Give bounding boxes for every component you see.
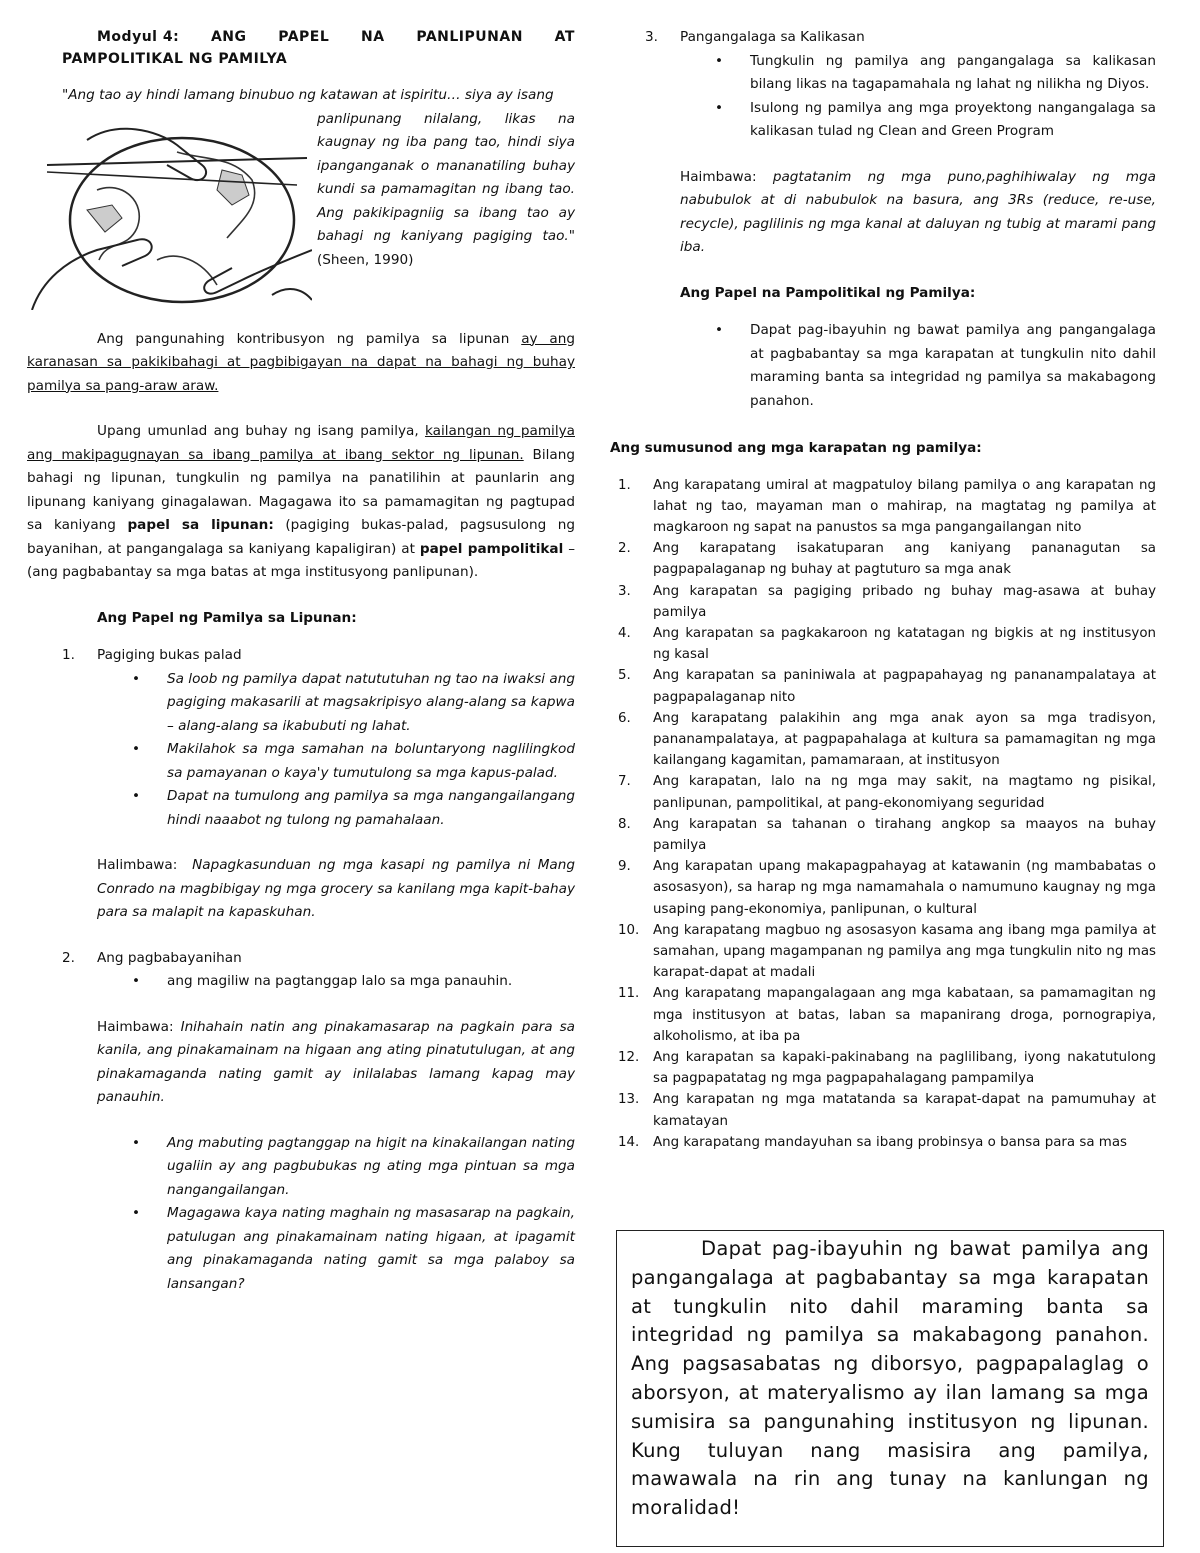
bullet-text: Ang mabuting pagtanggap na higit na kinakailangan nating ugaliin ay ang pagbubukas ng ating mga pintuan sa mga nangangailangan. bbox=[167, 1134, 575, 1198]
item-text: Ang karapatang mandayuhan sa ibang probinsya o bansa para sa mas bbox=[653, 1134, 1128, 1150]
list-item bbox=[610, 856, 1156, 920]
item-number: 10. bbox=[618, 922, 640, 938]
pagbabayanihan-bullets bbox=[97, 970, 575, 994]
item-text: Ang karapatan ng mga matatanda sa karapat-dapat na pamumuhay at kamatayan bbox=[653, 1092, 1156, 1129]
example-text: Napagkasunduan ng mga kasapi ng pamilya ni Mang Conrado na magbibigay ng mga grocery sa kanilang mga kapit-bahay para sa malapit na kapaskuhan. bbox=[97, 857, 575, 920]
list-item bbox=[610, 983, 1156, 1047]
title-word: PAPEL bbox=[278, 29, 330, 45]
item-number: 3. bbox=[618, 583, 631, 599]
item-text: Ang karapatang magbuo ng asosasyon kasama ang ibang mga pamilya at samahan, upang magampanan ng pamilya ang mga tungkulin nito ng mas karapat-dapat at madali bbox=[653, 922, 1156, 981]
left-column bbox=[27, 26, 575, 1296]
example-text: pagtatanim ng mga puno,paghihiwalay ng mga nabubulok at di nabubulok na basura, ang 3Rs (reduce, re-use, recycle), paglilinis ng mga kanal at daluyan ng tubig at marami pang iba. bbox=[680, 168, 1156, 255]
list-item bbox=[610, 1089, 1156, 1131]
bullet-icon: • bbox=[132, 1205, 141, 1221]
heading-karapatan: Ang sumusunod ang mga karapatan ng pamilya: bbox=[610, 440, 982, 456]
item-number: 13. bbox=[618, 1092, 640, 1108]
item-number: 1. bbox=[618, 477, 631, 493]
list-item-kalikasan bbox=[610, 26, 1156, 50]
list-item bbox=[610, 1132, 1156, 1153]
list-item bbox=[97, 785, 575, 832]
bullet-text: Isulong ng pamilya ang mga proyektong nangangalaga sa kalikasan tulad ng Clean and Green Program bbox=[750, 99, 1156, 139]
paragraph-contribution bbox=[27, 328, 575, 399]
title-line-1 bbox=[27, 26, 575, 48]
quote-text bbox=[312, 108, 575, 310]
list-item bbox=[97, 970, 575, 994]
kalikasan-bullets bbox=[680, 50, 1156, 144]
list-item bbox=[97, 738, 575, 785]
list-item bbox=[97, 1202, 575, 1296]
item-number: 5. bbox=[618, 668, 631, 684]
item-number: 9. bbox=[618, 859, 631, 875]
example-label: Halimbawa: bbox=[97, 857, 178, 873]
item-number: 2. bbox=[618, 541, 631, 557]
quote-citation: (Sheen, 1990) bbox=[317, 251, 414, 268]
list-item bbox=[610, 1047, 1156, 1089]
opening-quote bbox=[27, 84, 575, 310]
bullet-text: Dapat pag-ibayuhin ng bawat pamilya ang pangangalaga at pagbabantay sa mga karapatan at tungkulin nito dahil maraming banta sa integridad ng pamilya sa makabagong panahon. bbox=[750, 322, 1156, 409]
item-number: 3. bbox=[645, 29, 658, 45]
paragraph-text: Upang umunlad ang buhay ng isang pamilya, bbox=[97, 423, 425, 439]
title-word: NA bbox=[361, 29, 385, 45]
bullet-icon: • bbox=[132, 788, 141, 804]
heading-papel-pampolitikal: Ang Papel na Pampolitikal ng Pamilya: bbox=[680, 284, 976, 301]
list-item bbox=[610, 475, 1156, 539]
bukas-palad-bullets bbox=[97, 668, 575, 833]
quote-first-line: "Ang tao ay hindi lamang binubuo ng katawan at ispiritu… siya ay isang bbox=[62, 87, 554, 103]
item-number: 7. bbox=[618, 774, 631, 790]
item-text: Ang karapatan sa paniniwala at pagpapahayag ng pananampalataya at pagpapalaganap nito bbox=[653, 668, 1156, 705]
item-number: 4. bbox=[618, 625, 631, 641]
bullet-text: Tungkulin ng pamilya ang pangangalaga sa kalikasan bilang likas na tagapamahala ng lahat ng nilikha ng Diyos. bbox=[750, 52, 1156, 92]
title-word: AT bbox=[554, 29, 575, 45]
list-item bbox=[97, 1132, 575, 1203]
list-item bbox=[610, 665, 1156, 707]
bullet-text: Dapat na tumulong ang pamilya sa mga nangangailangang hindi naaabot ng tulong ng pamahalaan. bbox=[167, 788, 575, 828]
bullet-text: Makilahok sa mga samahan na boluntaryong naglilingkod sa pamayanan o kaya'y tumutulong sa mga kapus-palad. bbox=[167, 741, 575, 781]
item-text: Ang karapatang palakihin ang mga anak ayon sa mga tradisyon, pananampalataya, at pagpapahalaga at kultura sa pamamagitan ng mga kailangang kagamitan, pamamaraan, at institusyon bbox=[653, 710, 1156, 769]
item-text: Ang karapatan, lalo na ng mga may sakit, na magtamo ng pisikal, panlipunan, pampolitikal, at pang-ekonomiyang seguridad bbox=[653, 774, 1156, 811]
bullet-icon: • bbox=[132, 1134, 141, 1151]
title-line-2: PAMPOLITIKAL NG PAMILYA bbox=[62, 51, 288, 67]
list-item-pagbabayanihan bbox=[27, 947, 575, 971]
example-kalikasan bbox=[680, 166, 1156, 260]
bullet-icon: • bbox=[132, 973, 141, 989]
list-item bbox=[680, 97, 1156, 144]
item-label: Pagiging bukas palad bbox=[97, 647, 242, 663]
example-text: Inihahain natin ang pinakamasarap na pagkain para sa kanila, ang pinakamainam na higaan ang ating pinatutulugan, at ang pinakamaganda nating gamit ay inilalabas lamang kapag may panauhin. bbox=[97, 1018, 575, 1105]
bullet-icon: • bbox=[715, 322, 724, 338]
item-label: Ang pagbabayanihan bbox=[97, 949, 242, 966]
item-text: Ang karapatan sa pagkakaroon ng katatagan ng bigkis at ng institusyon ng kasal bbox=[653, 625, 1156, 663]
bold-term: papel pampolitikal bbox=[419, 540, 564, 557]
quote-body: panlipunang nilalang, likas na kaugnay ng iba pang tao, hindi siya ipanganganak o mananatiling buhay kundi sa pamamagitan ng ibang tao. Ang pakikipagniig sa ibang tao ay bahagi ng kaniyang pagiging tao." bbox=[317, 110, 575, 244]
item-number: 2. bbox=[62, 949, 75, 966]
paragraph-text: – (ang pagbabantay sa mga batas at mga institusyong panlipunan). bbox=[27, 540, 575, 580]
rights-list bbox=[610, 475, 1156, 1154]
bold-term: papel sa lipunan: bbox=[127, 517, 274, 533]
item-text: Ang karapatang mapangalagaan ang mga kabataan, sa pamamagitan ng mga institusyon at batas, laban sa mapanirang droga, pornograpiya, alkoholismo, at iba pa bbox=[653, 986, 1156, 1044]
example-label: Haimbawa: bbox=[680, 168, 757, 185]
bullet-icon: • bbox=[132, 670, 141, 687]
list-item bbox=[610, 814, 1156, 856]
list-item bbox=[610, 771, 1156, 813]
list-item bbox=[610, 581, 1156, 623]
callout-box bbox=[616, 1230, 1164, 1547]
heading-papel-lipunan: Ang Papel ng Pamilya sa Lipunan: bbox=[97, 609, 357, 626]
lipunan-list-2 bbox=[27, 947, 575, 971]
item-text: Ang karapatan sa pagiging pribado ng buhay mag-asawa at buhay pamilya bbox=[653, 583, 1156, 620]
bullet-icon: • bbox=[715, 99, 724, 116]
callout-text: Dapat pag-ibayuhin ng bawat pamilya ang pangangalaga at pagbabantay sa mga karapatan at tungkulin nito dahil maraming banta sa integridad ng pamilya sa makabagong panahon. Ang pagsasabatas ng diborsyo, pagpapalaglag o aborsyon, at materyalismo ay ilan lamang sa mga sumisira sa pangunahing institusyon ng lipunan. Kung tuluyan nang masisira ang pamilya, mawawala na rin ang tunay na kanlungan ng moralidad! bbox=[631, 1237, 1149, 1520]
bullet-text: Sa loob ng pamilya dapat natututuhan ng tao na iwaksi ang pagiging makasarili at magsakripisyo alang-alang sa kapwa – alang-alang sa ikabubuti ng lahat. bbox=[167, 670, 575, 734]
hands-globe-icon bbox=[27, 110, 312, 310]
bullet-icon: • bbox=[715, 52, 724, 69]
item-text: Ang karapatan upang makapagpahayag at katawanin (ng mambabatas o asosasyon), sa harap ng mga namamahala o namumuno kaugnay ng mga usaping pang-ekonomiya, panlipunan, o kultural bbox=[653, 859, 1156, 917]
list-item bbox=[680, 50, 1156, 97]
list-item bbox=[610, 708, 1156, 772]
paragraph-text: (pagiging bukas-palad, pagsusulong ng bayanihan, at pangangalaga sa kaniyang kapaligiran) at bbox=[27, 517, 576, 557]
list-item bbox=[610, 623, 1156, 665]
item-number: 6. bbox=[618, 710, 631, 726]
title-word: ANG bbox=[210, 29, 247, 45]
title-word: PANLIPUNAN bbox=[416, 29, 523, 45]
example-pagbabayanihan bbox=[97, 1016, 575, 1110]
bullet-text: ang magiliw na pagtanggap lalo sa mga panauhin. bbox=[167, 973, 513, 989]
item-number: 12. bbox=[618, 1049, 640, 1065]
right-column bbox=[610, 26, 1156, 1153]
paragraph-text: Bilang bahagi ng lipunan, tungkulin ng pamilya na panatilihin at paunlarin ang lipunang kaniyang ginagalawan. Magagawa ito sa pamamagitan ng pagtupad sa kaniyang bbox=[27, 446, 575, 533]
item-number: 8. bbox=[618, 816, 631, 832]
item-number: 14. bbox=[618, 1134, 640, 1150]
paragraph-development bbox=[27, 420, 575, 585]
item-number: 1. bbox=[62, 647, 75, 663]
item-number: 11. bbox=[618, 986, 640, 1002]
item-label: Pangangalaga sa Kalikasan bbox=[680, 29, 865, 45]
list-item-bukas-palad bbox=[27, 644, 575, 668]
module-title bbox=[27, 26, 575, 70]
lipunan-list-3 bbox=[610, 26, 1156, 50]
list-item bbox=[97, 668, 575, 739]
item-text: Ang karapatang isakatuparan ang kaniyang pananagutan sa pagpapalaganap ng buhay at pagtuturo sa mga anak bbox=[653, 541, 1156, 578]
underlined-text: ay ang karanasan sa pakikibahagi at pagbibigayan na dapat na bahagi ng buhay pamilya sa pang-araw araw. bbox=[27, 330, 575, 394]
list-item bbox=[610, 538, 1156, 580]
bullet-text: Magagawa kaya nating maghain ng masasarap na pagkain, patulugan ang pinakamainam nating higaan, at ipagamit ang pinakamaganda nating gamit sa mga palaboy sa lansangan? bbox=[167, 1205, 575, 1292]
list-item bbox=[715, 319, 1156, 413]
pagbabayanihan-bullets-2 bbox=[97, 1132, 575, 1297]
list-item bbox=[610, 920, 1156, 984]
item-text: Ang karapatan sa kapaki-pakinabang na paglilibang, iyong nakatutulong sa pagpapatatag ng mga pagpapahalagang pampamilya bbox=[653, 1049, 1156, 1087]
bullet-icon: • bbox=[132, 741, 141, 757]
paragraph-text: Ang pangunahing kontribusyon ng pamilya sa lipunan bbox=[97, 330, 522, 347]
example-label: Haimbawa: bbox=[97, 1018, 174, 1035]
example-bukas-palad bbox=[97, 854, 575, 925]
underlined-text: kailangan ng pamilya ang makipagugnayan sa ibang pamilya at ibang sektor ng lipunan. bbox=[27, 423, 575, 463]
title-module-number: Modyul 4: bbox=[97, 29, 180, 45]
item-text: Ang karapatang umiral at magpatuloy bilang pamilya o ang karapatan ng lahat ng tao, mayaman man o mahirap, na magtatag ng pamilya at magkaroon ng sapat na panustos sa mga pangangailangan nito bbox=[653, 477, 1156, 535]
item-text: Ang karapatan sa tahanan o tirahang angkop sa maayos na buhay pamilya bbox=[653, 816, 1156, 853]
lipunan-list bbox=[27, 644, 575, 668]
pampolitikal-bullets bbox=[715, 319, 1156, 413]
